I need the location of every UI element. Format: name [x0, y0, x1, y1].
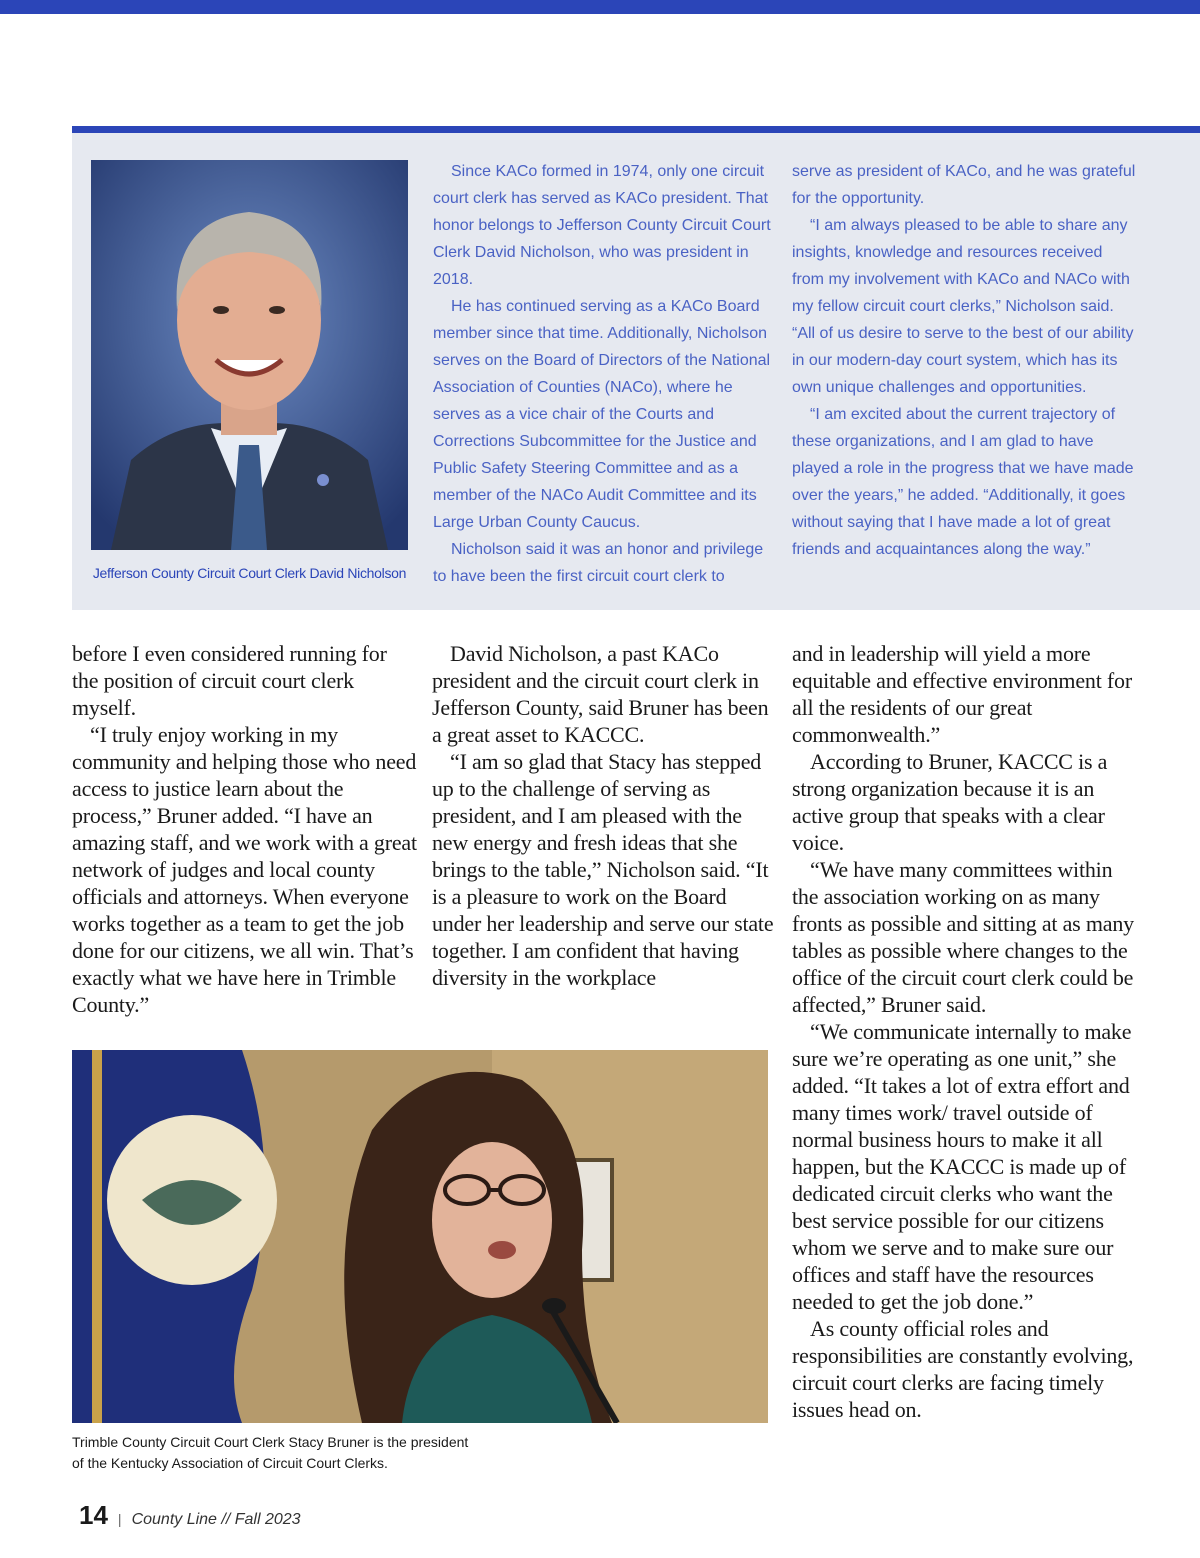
body-paragraph: “I am so glad that Stacy has stepped up to the challenge of serving as president, and I am pleased with the new energy and fresh ideas that she brings to the table,” Nicholson said. “It is a pleasure to work on the Board under her leadership and serve our state together. I am confident that having diversity in the workplace	[432, 749, 774, 990]
body-column-1	[72, 640, 417, 1018]
body-paragraph: “I truly enjoy working in my community and helping those who need access to justice learn about the process,” Bruner added. “I have an amazing staff, and we work with a great network of judges and local county officials and attorneys. When everyone works together as a team to get the job done for our citizens, we all win. That’s exactly what we have here in Trimble County.”	[72, 722, 417, 1017]
caption-line: of the Kentucky Association of Circuit Court Clerks.	[72, 1455, 388, 1471]
body-paragraph: David Nicholson, a past KACo president and the circuit court clerk in Jefferson County, said Bruner has been a great asset to KACCC.	[432, 641, 769, 747]
bruner-speaking-photo	[72, 1050, 768, 1423]
bruner-photo-caption	[72, 1432, 492, 1474]
sidebar-paragraph: “I am always pleased to be able to share any insights, knowledge and resources received from my involvement with KACo and NACo with my fellow circuit court clerks,” Nicholson said. “All of us desire to serve to the best of our ability in our modern-day court system, which has its own unique challenges and opportunities.	[792, 217, 1134, 396]
body-paragraph: “We communicate internally to make sure we’re operating as one unit,” she added. “It takes a lot of extra effort and many times work/ travel outside of normal business hours to make it all happen, but the KACCC is made up of dedicated circuit clerks who want the best service possible for our citizens whom we serve and to make sure our offices and staff have the resources needed to get the job done.”	[792, 1019, 1132, 1314]
body-paragraph: As county official roles and responsibilities are constantly evolving, circuit court clerks are facing timely issues head on.	[792, 1316, 1134, 1422]
sidebar-paragraph: Nicholson said it was an honor and privilege to have been the first circuit court clerk to	[433, 541, 764, 585]
sidebar-paragraph: Since KACo formed in 1974, only one circuit court clerk has served as KACo president. That honor belongs to Jefferson County Circuit Court Clerk David Nicholson, who was president in 2018.	[433, 163, 771, 288]
sidebar-top-rule	[72, 126, 1200, 133]
sidebar-paragraph: He has continued serving as a KACo Board member since that time. Additionally, Nicholson serves on the Board of Directors of the National Association of Counties (NACo), where he serves as a vice chair of the Courts and Corrections Subcommittee for the Justice and Public Safety Steering Committee and as a member of the NACo Audit Committee and its Large Urban County Caucus.	[433, 298, 771, 531]
nicholson-photo-caption: Jefferson County Circuit Court Clerk David Nicholson	[92, 565, 407, 581]
sidebar-column-2	[792, 158, 1137, 563]
nicholson-portrait-photo	[91, 160, 408, 550]
magazine-issue: County Line // Fall 2023	[131, 1511, 301, 1528]
footer-separator: |	[117, 1511, 122, 1527]
body-paragraph: before I even considered running for the position of circuit court clerk myself.	[72, 641, 387, 720]
top-accent-bar	[0, 0, 1200, 14]
sidebar-paragraph: “I am excited about the current trajectory of these organizations, and I am glad to have played a role in the progress that we have made over the years,” he added. “Additionally, it goes without saying that I have made a lot of great friends and acquaintances along the way.”	[792, 406, 1134, 558]
body-column-2	[432, 640, 777, 991]
sidebar-paragraph: serve as president of KACo, and he was grateful for the opportunity.	[792, 163, 1136, 207]
body-paragraph: “We have many committees within the association working on as many fronts as possible and sitting at as many tables as possible where changes to the office of the circuit court clerk could be affected,” Bruner said.	[792, 857, 1134, 1017]
page-footer	[79, 1500, 301, 1531]
caption-line: Trimble County Circuit Court Clerk Stacy Bruner is the president	[72, 1434, 469, 1450]
body-column-3	[792, 640, 1137, 1423]
body-paragraph: and in leadership will yield a more equitable and effective environment for all the residents of our great commonwealth.”	[792, 641, 1132, 747]
sidebar-column-1	[433, 158, 778, 590]
page-number: 14	[79, 1500, 108, 1530]
body-paragraph: According to Bruner, KACCC is a strong organization because it is an active group that speaks with a clear voice.	[792, 749, 1108, 855]
